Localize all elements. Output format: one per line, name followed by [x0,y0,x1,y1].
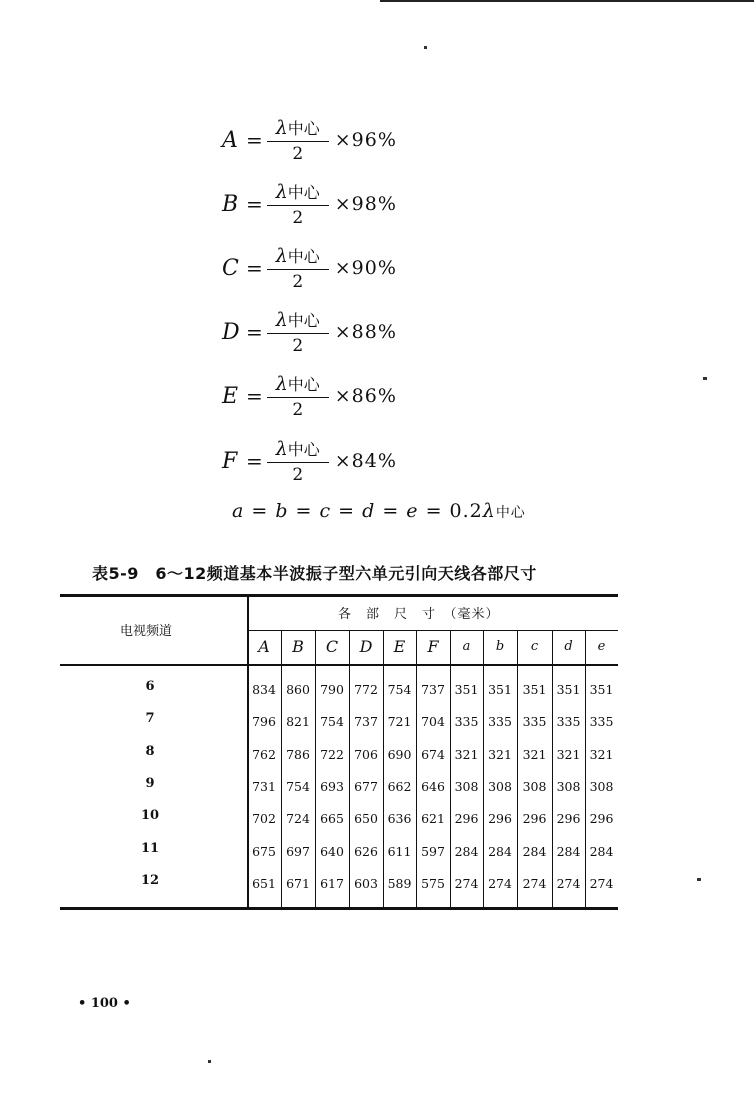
scan-speck [703,377,707,380]
factor: ×90% [334,257,397,279]
table-cell: 284 [522,844,547,859]
numerator-text: 中心 [287,182,320,202]
table-cell: 690 [387,747,412,762]
table-cell: 274 [522,876,547,891]
lambda-subscript: 中心 [495,505,526,521]
table-cell: 321 [522,747,547,762]
column-header: c [530,639,539,654]
formula-e [222,366,397,426]
table-cell: 351 [488,682,512,697]
column-divider [281,630,282,907]
scan-speck [424,46,427,49]
table-cell: 351 [589,682,614,697]
table-cell: 754 [387,682,412,697]
table-cell: 308 [556,779,581,794]
factor: ×84% [334,450,397,472]
table-cell: 308 [589,779,614,794]
formula-d [222,302,397,362]
table-cell: 754 [286,779,310,794]
factor: ×98% [334,193,397,215]
lambda-symbol: λ [275,372,288,395]
group-header: 各 部 尺 寸 （毫米） [338,607,500,622]
column-divider [349,630,350,907]
table-cell: 697 [286,844,310,859]
numerator-text: 中心 [287,246,320,266]
denominator: 2 [292,272,304,293]
denominator: 2 [292,144,304,165]
numerator [276,180,320,205]
denominator: 2 [292,465,304,486]
table-cell: 731 [252,779,276,794]
equals-sign: = [246,256,263,280]
formula-f [222,431,397,491]
table-cell: 603 [354,876,378,891]
table-cell: 671 [286,876,310,891]
table-cell: 575 [421,876,445,891]
table-cell: 737 [421,682,445,697]
factor: ×96% [334,129,397,151]
channel-number: 6 [145,679,155,694]
denominator: 2 [292,400,304,421]
table-cell: 335 [488,714,512,729]
column-header: D [359,637,373,656]
table-cell: 274 [556,876,581,891]
table-cell: 665 [320,811,344,826]
numerator [276,372,320,397]
numerator [276,244,320,269]
table-title: 表5-9 6～12频道基本半波振子型六单元引向天线各部尺寸 [92,564,537,583]
table-cell: 693 [320,779,344,794]
page-number: • 100 • [78,996,131,1011]
table-cell: 702 [252,811,276,826]
table-cell: 308 [488,779,512,794]
numerator-text: 中心 [287,374,320,394]
column-divider [585,630,586,907]
table-cell: 762 [252,747,276,762]
fraction [267,244,329,293]
formula-a [222,110,397,170]
column-header: d [564,639,573,654]
fraction [267,116,329,165]
table-cell: 677 [354,779,378,794]
table-cell: 351 [556,682,581,697]
fraction [267,437,329,486]
table-cell: 721 [387,714,412,729]
table-cell: 335 [556,714,581,729]
table-cell: 706 [354,747,378,762]
table-cell: 611 [387,844,412,859]
fraction [267,180,329,229]
group-header-rule [247,630,618,631]
formula-var: E [222,383,239,409]
column-header: e [597,639,606,654]
table-cell: 335 [522,714,547,729]
formula-var: D [222,319,240,345]
denominator: 2 [292,208,304,229]
equals-sign: = [246,192,263,216]
numerator-text: 中心 [287,118,320,138]
table-cell: 704 [421,714,445,729]
table-cell: 274 [589,876,614,891]
lambda-symbol: λ [275,244,288,267]
table-cell: 274 [488,876,512,891]
column-header: A [258,637,270,656]
column-divider [315,630,316,907]
channel-number: 11 [140,841,160,856]
table-cell: 351 [454,682,479,697]
channel-number: 8 [145,744,155,759]
table-cell: 321 [556,747,581,762]
table-cell: 821 [286,714,310,729]
table-cell: 308 [522,779,547,794]
formula-vars: a = b = c = d = e [232,500,419,522]
table-cell: 754 [320,714,344,729]
lambda-symbol: λ [275,180,288,203]
table-cell: 597 [421,844,445,859]
table-cell: 284 [556,844,581,859]
formula-c [222,238,397,298]
equal-size-formula [232,500,526,522]
numerator [276,308,320,333]
formula-value: = 0.2 [418,500,483,522]
table-cell: 650 [354,811,378,826]
equals-sign: = [246,128,263,152]
table-cell: 674 [421,747,445,762]
numerator-text: 中心 [287,310,320,330]
table-cell: 296 [589,811,614,826]
scan-speck [697,878,701,881]
row-header: 电视频道 [120,624,173,639]
column-header: C [325,637,339,656]
column-divider [517,630,518,907]
column-header: F [427,637,439,656]
table-cell: 640 [320,844,344,859]
table-cell: 834 [252,682,276,697]
channel-number: 7 [145,711,155,726]
table-cell: 321 [488,747,512,762]
header-bottom-rule [60,664,618,666]
table-cell: 772 [354,682,378,697]
column-divider [552,630,553,907]
table-bottom-rule [60,907,618,910]
channel-number: 12 [140,873,160,888]
table-cell: 589 [387,876,412,891]
channel-number: 9 [145,776,155,791]
table-cell: 662 [387,779,412,794]
table-cell: 626 [354,844,378,859]
column-header: B [292,637,304,656]
denominator: 2 [292,336,304,357]
equals-sign: = [246,449,263,473]
table-cell: 296 [488,811,512,826]
table-cell: 335 [589,714,614,729]
table-cell: 796 [252,714,276,729]
table-cell: 724 [286,811,310,826]
table-cell: 284 [454,844,479,859]
table-cell: 284 [589,844,614,859]
formula-b [222,174,397,234]
numerator [276,116,320,141]
column-header: b [495,639,505,654]
formula-var: C [222,255,239,281]
scan-speck [208,1060,211,1063]
top-border-line [380,0,754,2]
column-header: E [393,637,406,656]
table-cell: 274 [454,876,479,891]
fraction [267,308,329,357]
table-cell: 675 [252,844,276,859]
lambda-symbol: λ [275,116,288,139]
lambda-symbol: λ [275,308,288,331]
table-cell: 296 [522,811,547,826]
table-cell: 651 [252,876,276,891]
table-cell: 790 [320,682,344,697]
table-cell: 335 [454,714,479,729]
column-divider [416,630,417,907]
table-cell: 646 [421,779,445,794]
formula-var: B [222,191,239,217]
table-cell: 786 [286,747,310,762]
column-divider [450,630,451,907]
table-cell: 321 [454,747,479,762]
column-header: a [462,639,471,654]
table-cell: 737 [354,714,378,729]
column-divider [383,630,384,907]
channel-number: 10 [140,808,160,823]
formula-var: F [222,448,238,474]
table-cell: 321 [589,747,614,762]
table-cell: 308 [454,779,479,794]
factor: ×86% [334,385,397,407]
numerator [276,437,320,462]
formula-var: A [222,127,238,153]
table-cell: 636 [387,811,412,826]
table-cell: 296 [454,811,479,826]
factor: ×88% [334,321,397,343]
table-cell: 860 [286,682,310,697]
equals-sign: = [246,384,263,408]
table-cell: 284 [488,844,512,859]
table-cell: 617 [320,876,344,891]
lambda-symbol: λ [482,500,496,522]
table-cell: 722 [320,747,344,762]
fraction [267,372,329,421]
table-cell: 621 [421,811,445,826]
table-top-rule [60,594,618,597]
table-cell: 296 [556,811,581,826]
numerator-text: 中心 [287,439,320,459]
column-divider [483,630,484,907]
lambda-symbol: λ [275,437,288,460]
equals-sign: = [246,320,263,344]
table-cell: 351 [522,682,547,697]
